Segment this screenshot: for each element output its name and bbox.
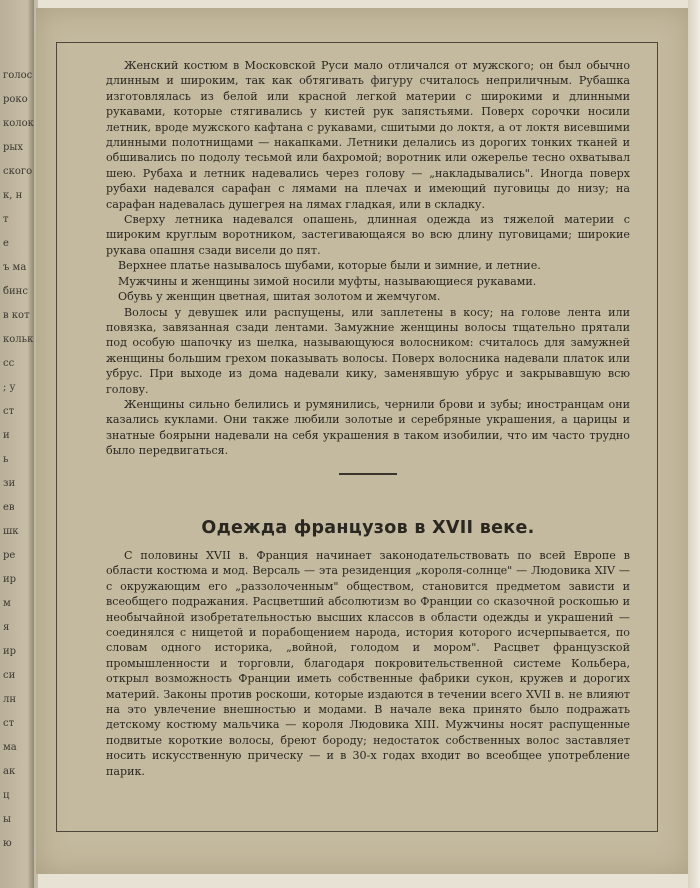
previous-page-fragment: ак xyxy=(3,766,16,777)
paragraph: Волосы у девушек или распущены, или заплетены в косу; на голове лента или повязка, завязанная сзади лентами. Замужние женщины волосы тщательно прятали под особую шапочку из шелка, называющуюся волосником: считалось для замужней женщины большим грехом показывать волосы. Поверх волосника надевали платок или убрус. При выходе из дома надевали кику, заменявшую убрус и закрывавшую всю голову. xyxy=(106,305,630,396)
previous-page-fragment: ь xyxy=(3,454,9,465)
previous-page-fragment: лн xyxy=(3,694,17,705)
section-divider xyxy=(339,473,397,475)
previous-page-fragment: я xyxy=(3,622,10,633)
previous-page-fragment: шк xyxy=(3,526,19,537)
previous-page-fragment: м xyxy=(3,598,11,609)
previous-page-fragment: и xyxy=(3,430,10,441)
page-text xyxy=(106,58,630,779)
previous-page-fragment: ма xyxy=(3,742,17,753)
previous-page-fragment: в кот xyxy=(3,310,30,321)
previous-page-fragment: кольк xyxy=(3,334,34,345)
section-heading: Одежда французов в XVII веке. xyxy=(201,517,535,538)
previous-page-edge xyxy=(0,0,34,888)
previous-page-fragment: ю xyxy=(3,838,12,849)
previous-page-fragment: ъ ма xyxy=(3,262,27,273)
previous-page-fragment: си xyxy=(3,670,16,681)
previous-page-fragment: сс xyxy=(3,358,15,369)
previous-page-fragment: ц xyxy=(3,790,10,801)
previous-page-fragment: колок xyxy=(3,118,34,129)
paragraph-line: Верхнее платье называлось шубами, которые были и зимние, и летние. xyxy=(118,259,541,273)
previous-page-fragment: голос xyxy=(3,70,33,81)
paragraph: Женский костюм в Московской Руси мало отличался от мужского; он был обычно длинным и широким, так как обтягивать фигуру считалось неприличным. Рубашка изготовлялась из белой или красной легкой материи с широкими и длинными рукавами, которые стягивались у кистей рук запястьями. Поверх сорочки носили летник, вроде мужского кафтана с рукавами, сшитыми до локтя, а от локтя висевшими длинными полотнищами — накапками. Летники делались из дорогих тонких тканей и обшивались по подолу тесьмой или бахромой; воротник или ожерелье тесно охватывал шею. Рубаха и летник надевались через голову — „накладывались". Иногда поверх рубахи надевался сарафан с лямами на плечах и имеющий пуговицы до низу; на сарафан надевалась душегрея на лямах гладкая, или в складку. xyxy=(106,59,630,211)
previous-page-fragment: ре xyxy=(3,550,16,561)
paragraph: С половины XVII в. Франция начинает законодательствовать по всей Европе в области костюма и мод. Версаль — эта резиденция „короля-солнце" — Людовика XIV — с окружающим его „раззолоченным" обществом, становится предметом зависти и всеобщего подражания. Расцветший абсолютизм во Франции со сказочной роскошью и необычайной изобретательностью высших классов в области одежды и украшений — соединялся с нищетой и порабощением народа, история которого исчерпывается, по словам одного историка, „войной, голодом и мором". Расцвет французской промышленности и торговли, благодаря покровительственной системе Кольбера, открыл возможность Франции иметь собственные фабрики сукон, кружев и дорогих материй. Законы против роскоши, которые издаются в течении всего XVII в. не влияют на это увлечение внешностью и модами. В начале века принято было подражать детскому костюму мальчика — короля Людовика XIII. Мужчины носят распущенные подвитые короткие волосы, бреют бороду; недостаток собственных волос заставляет носить искусственную прическу — и в 30-х годах входит во всеобщее употребление парик. xyxy=(106,548,630,778)
paragraph-line: Обувь у женщин цветная, шитая золотом и жемчугом. xyxy=(118,290,441,304)
previous-page-fragment: бинс xyxy=(3,286,28,297)
previous-page-fragment: ы xyxy=(3,814,11,825)
previous-page-fragment: е xyxy=(3,238,9,249)
previous-page-fragment: ир xyxy=(3,646,17,657)
previous-page-fragment: ского xyxy=(3,166,33,177)
previous-page-fragment: ир xyxy=(3,574,17,585)
previous-page-fragment: ев xyxy=(3,502,15,513)
previous-page-fragment: т xyxy=(3,214,9,225)
previous-page-fragment: рых xyxy=(3,142,23,153)
previous-page-fragment: к, н xyxy=(3,190,23,201)
paragraph: Женщины сильно белились и румянились, чернили брови и зубы; иностранцам они казались куклами. Они также любили золотые и серебряные украшения, а царицы и знатные боярыни надевали на себя украшения в таком изобилии, что им часто трудно было передвигаться. xyxy=(106,397,630,458)
paragraph: Сверху летника надевался опашень, длинная одежда из тяжелой материи с широким круглым воротником, застегивающаяся во всю длину пуговицами; широкие рукава опашня сзади висели до пят. xyxy=(106,213,630,257)
page-edge xyxy=(688,0,700,888)
paragraph-line: Мужчины и женщины зимой носили муфты, называющиеся рукавами. xyxy=(118,274,537,288)
previous-page-fragment: ст xyxy=(3,718,15,729)
previous-page-fragment: зи xyxy=(3,478,16,489)
previous-page-fragment: роко xyxy=(3,94,28,105)
previous-page-fragment: ст xyxy=(3,406,15,417)
previous-page-fragment: ; у xyxy=(3,382,16,393)
